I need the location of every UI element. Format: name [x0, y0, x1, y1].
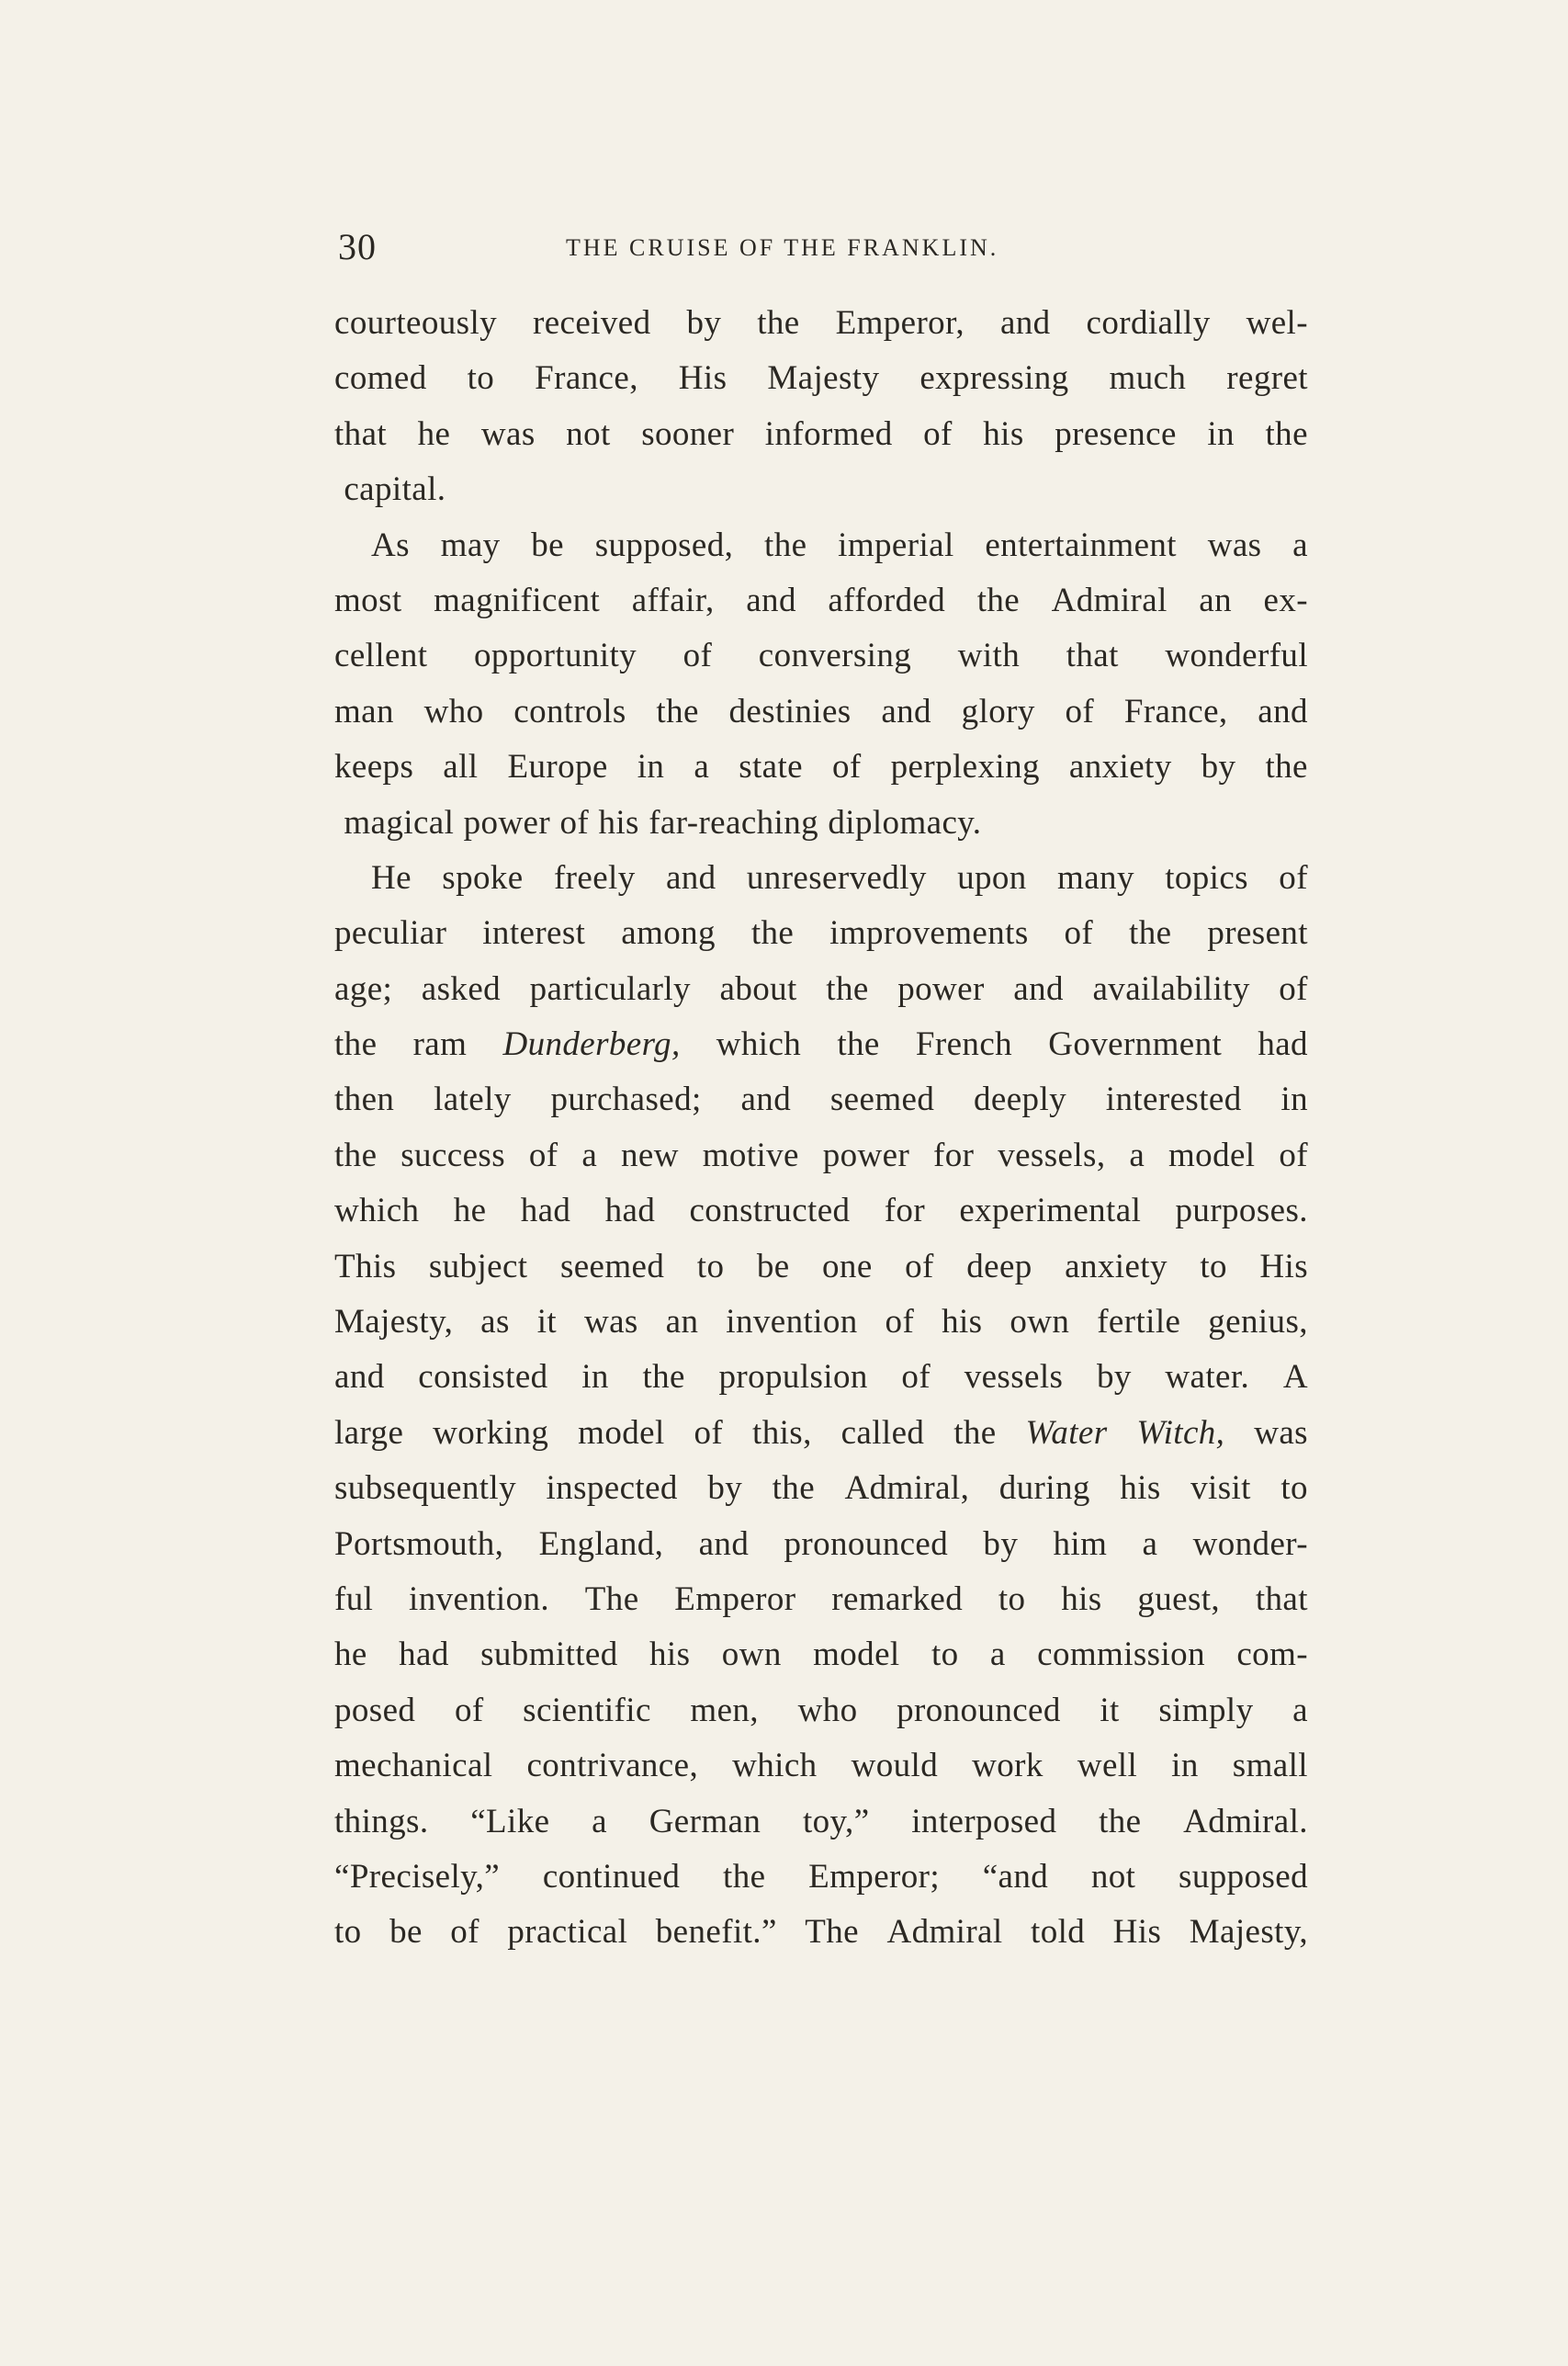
- word: the: [656, 692, 699, 730]
- word: of: [694, 1413, 724, 1452]
- italic-word: Water: [1025, 1413, 1108, 1452]
- page-number: 30: [338, 226, 377, 267]
- word: capital.: [344, 470, 446, 509]
- word: fertile: [1097, 1303, 1181, 1341]
- word: he: [334, 1636, 367, 1674]
- word: of: [832, 748, 862, 787]
- word: Majesty,: [1189, 1913, 1308, 1952]
- word: it: [1100, 1691, 1120, 1729]
- word: a: [1292, 526, 1308, 564]
- word: an: [1199, 581, 1232, 619]
- word: Admiral,: [844, 1469, 970, 1508]
- word: by: [686, 304, 722, 342]
- word: not: [1090, 1857, 1136, 1896]
- word: and: [1258, 692, 1308, 730]
- word: subject: [428, 1247, 528, 1285]
- word: man: [334, 692, 394, 730]
- text-line: [334, 1406, 1308, 1461]
- word: about: [719, 969, 797, 1008]
- word: submitted: [480, 1636, 618, 1674]
- word: informed: [764, 414, 893, 453]
- word: men,: [690, 1691, 759, 1729]
- word: vessels: [964, 1358, 1064, 1397]
- word: for: [933, 1136, 975, 1174]
- word: a: [592, 1802, 607, 1840]
- word: and: [698, 1524, 750, 1563]
- word: that: [1255, 1579, 1308, 1618]
- word: to: [1200, 1247, 1227, 1285]
- word: magnificent: [434, 581, 601, 619]
- word: of: [682, 637, 713, 675]
- word: “Precisely,”: [334, 1857, 501, 1896]
- text-line: [334, 1572, 1308, 1627]
- word: one: [822, 1247, 873, 1285]
- text-line: [334, 1905, 1308, 1960]
- word: and: [999, 304, 1051, 342]
- word: Emperor: [674, 1579, 796, 1618]
- word: in: [1207, 414, 1235, 453]
- word: success: [400, 1136, 506, 1174]
- word: “Like: [470, 1802, 550, 1840]
- word: “and: [982, 1857, 1049, 1896]
- word: a: [1292, 1691, 1308, 1729]
- word: The: [584, 1579, 639, 1618]
- word: Admiral.: [1183, 1802, 1308, 1840]
- word: new: [621, 1136, 679, 1174]
- text-line: [334, 906, 1308, 961]
- word: Admiral: [886, 1913, 1003, 1952]
- word: supposed,: [594, 526, 734, 564]
- word: of: [559, 803, 590, 842]
- word: in: [1280, 1081, 1308, 1119]
- word: Admiral: [1051, 581, 1168, 619]
- word: not: [566, 414, 611, 453]
- word: simply: [1158, 1691, 1254, 1729]
- word: of: [454, 1691, 484, 1729]
- text-line: [334, 740, 1308, 795]
- word: anxiety: [1068, 748, 1172, 787]
- word: he: [453, 1192, 487, 1230]
- word: vessels,: [998, 1136, 1106, 1174]
- word: visit: [1190, 1469, 1251, 1508]
- word: own: [721, 1636, 782, 1674]
- running-head: [338, 224, 1304, 270]
- word: well: [1077, 1747, 1138, 1785]
- word: courteously: [334, 304, 498, 342]
- text-line: [334, 462, 1308, 517]
- word: peculiar: [334, 914, 447, 953]
- text-line: [334, 573, 1308, 628]
- word: he: [417, 414, 451, 453]
- word: supposed: [1179, 1857, 1308, 1896]
- text-line: [334, 1128, 1308, 1183]
- word: interposed: [911, 1802, 1057, 1840]
- word: interested: [1105, 1081, 1242, 1119]
- word: benefit.”: [655, 1913, 777, 1952]
- word: continued: [542, 1857, 681, 1896]
- word: Majesty: [767, 359, 880, 398]
- word: A: [1282, 1358, 1308, 1397]
- word: remarked: [831, 1579, 964, 1618]
- word: to: [1280, 1469, 1308, 1508]
- word: that: [334, 414, 388, 453]
- word: large: [334, 1413, 404, 1452]
- word: afforded: [828, 581, 946, 619]
- word: most: [334, 581, 402, 619]
- word: in: [581, 1358, 609, 1397]
- word: affair,: [631, 581, 715, 619]
- word: His: [1259, 1247, 1308, 1285]
- word: this,: [752, 1413, 812, 1452]
- word: the: [826, 969, 869, 1008]
- word: of: [923, 414, 953, 453]
- word: diplomacy.: [828, 803, 982, 842]
- word: model: [578, 1413, 665, 1452]
- word: model: [1168, 1136, 1256, 1174]
- word: opportunity: [473, 637, 637, 675]
- text-line: [334, 296, 1308, 351]
- word: be: [531, 526, 564, 564]
- word: a: [694, 748, 710, 787]
- word: by: [983, 1524, 1019, 1563]
- word: and: [740, 1081, 792, 1119]
- word: of: [885, 1303, 915, 1341]
- word: ful: [334, 1579, 374, 1618]
- word: mechanical: [334, 1747, 493, 1785]
- word: scientific: [523, 1691, 651, 1729]
- word: told: [1031, 1913, 1086, 1952]
- word: perplexing: [890, 748, 1040, 787]
- word: which: [334, 1192, 420, 1230]
- word: him: [1053, 1524, 1108, 1563]
- word: power: [822, 1136, 910, 1174]
- word: England,: [538, 1524, 664, 1563]
- word: was: [583, 1303, 638, 1341]
- word: subsequently: [334, 1469, 517, 1508]
- word: keeps: [334, 748, 414, 787]
- text-line: [334, 796, 1308, 851]
- word: The: [805, 1913, 859, 1952]
- word: in: [637, 748, 665, 787]
- text-line: [334, 1183, 1308, 1239]
- word: anxiety: [1065, 1247, 1168, 1285]
- word: French: [915, 1025, 1013, 1064]
- text-line: [334, 962, 1308, 1017]
- word: of: [1279, 969, 1308, 1008]
- word: small: [1232, 1747, 1308, 1785]
- italic-word: Witch,: [1136, 1413, 1225, 1452]
- word: the: [1265, 414, 1308, 453]
- word: ex-: [1263, 581, 1308, 619]
- word: sooner: [641, 414, 735, 453]
- text-line: [334, 1627, 1308, 1682]
- word: the: [976, 581, 1021, 619]
- word: would: [851, 1747, 939, 1785]
- text-line: [334, 1350, 1308, 1405]
- word: motive: [702, 1136, 799, 1174]
- word: and: [1013, 969, 1064, 1008]
- word: the: [1099, 1802, 1142, 1840]
- word: Majesty,: [334, 1303, 454, 1341]
- word: entertainment: [985, 526, 1177, 564]
- word: destinies: [728, 692, 852, 730]
- word: by: [707, 1469, 743, 1508]
- text-line: [334, 1295, 1308, 1350]
- word: among: [621, 914, 716, 953]
- word: model: [813, 1636, 900, 1674]
- word: wel-: [1246, 304, 1308, 342]
- word: and: [746, 581, 796, 619]
- word: present: [1207, 914, 1308, 953]
- word: spoke: [442, 858, 524, 897]
- text-line: [334, 351, 1308, 406]
- word: which: [732, 1747, 818, 1785]
- word: contrivance,: [526, 1747, 699, 1785]
- word: particularly: [529, 969, 691, 1008]
- word: constructed: [689, 1192, 851, 1230]
- word: his: [649, 1636, 691, 1674]
- word: cellent: [334, 637, 428, 675]
- text-line: [334, 1683, 1308, 1738]
- word: Europe: [507, 748, 608, 787]
- word: wonderful: [1165, 637, 1308, 675]
- word: his: [1120, 1469, 1161, 1508]
- word: his: [983, 414, 1024, 453]
- word: conversing: [758, 637, 912, 675]
- word: be: [389, 1913, 423, 1952]
- word: that: [1066, 637, 1119, 675]
- word: working: [433, 1413, 549, 1452]
- word: wonder-: [1192, 1524, 1308, 1563]
- word: called: [840, 1413, 925, 1452]
- word: received: [532, 304, 651, 342]
- word: unreservedly: [746, 858, 927, 897]
- word: purposes.: [1175, 1192, 1308, 1230]
- word: the: [1129, 914, 1172, 953]
- word: of: [1279, 858, 1308, 897]
- word: As: [371, 526, 410, 564]
- word: propulsion: [718, 1358, 868, 1397]
- word: things.: [334, 1802, 429, 1840]
- word: to: [467, 359, 495, 398]
- word: the: [334, 1136, 378, 1174]
- word: own: [1010, 1303, 1070, 1341]
- word: the: [953, 1413, 997, 1452]
- word: as: [480, 1303, 510, 1341]
- word: commission: [1037, 1636, 1205, 1674]
- word: had: [604, 1192, 656, 1230]
- word: in: [1171, 1747, 1199, 1785]
- word: cordially: [1086, 304, 1211, 342]
- word: France,: [1123, 692, 1228, 730]
- word: magical: [344, 803, 455, 842]
- word: of: [1064, 914, 1094, 953]
- word: experimental: [959, 1192, 1142, 1230]
- word: practical: [507, 1913, 628, 1952]
- body-text: [334, 296, 1308, 1961]
- word: inspected: [546, 1469, 678, 1508]
- text-line: [334, 1517, 1308, 1572]
- word: during: [998, 1469, 1090, 1508]
- word: had: [520, 1192, 571, 1230]
- text-line: [334, 685, 1308, 740]
- word: a: [581, 1136, 598, 1174]
- word: to: [696, 1247, 725, 1285]
- text-line: [334, 628, 1308, 684]
- word: asked: [421, 969, 502, 1008]
- text-line: [334, 1794, 1308, 1850]
- word: ram: [412, 1025, 468, 1064]
- word: which: [716, 1025, 802, 1064]
- word: glory: [961, 692, 1035, 730]
- word: consisted: [418, 1358, 548, 1397]
- word: who: [423, 692, 484, 730]
- word: the: [642, 1358, 685, 1397]
- word: invention.: [409, 1579, 550, 1618]
- word: regret: [1226, 359, 1308, 398]
- word: of: [1065, 692, 1095, 730]
- word: imperial: [838, 526, 954, 564]
- word: Government: [1048, 1025, 1223, 1064]
- word: guest,: [1137, 1579, 1221, 1618]
- text-line: [334, 851, 1308, 906]
- word: was: [1254, 1413, 1308, 1452]
- word: be: [756, 1247, 790, 1285]
- word: a: [1129, 1136, 1145, 1174]
- word: His: [1112, 1913, 1162, 1952]
- word: of: [901, 1358, 931, 1397]
- word: This: [334, 1247, 397, 1285]
- text-line: [334, 1017, 1308, 1072]
- word: genius,: [1208, 1303, 1308, 1341]
- word: interest: [482, 914, 586, 953]
- word: his: [1061, 1579, 1102, 1618]
- word: power: [463, 803, 551, 842]
- word: with: [957, 637, 1021, 675]
- word: He: [371, 858, 412, 897]
- text-line: [334, 1072, 1308, 1127]
- word: far-reaching: [649, 803, 819, 842]
- word: was: [1207, 526, 1262, 564]
- word: of: [450, 1913, 479, 1952]
- word: much: [1109, 359, 1187, 398]
- word: the: [750, 914, 795, 953]
- word: invention: [726, 1303, 858, 1341]
- word: to: [334, 1913, 362, 1952]
- word: posed: [334, 1691, 416, 1729]
- word: toy,”: [802, 1802, 870, 1840]
- word: com-: [1236, 1636, 1308, 1674]
- word: the: [1265, 748, 1308, 787]
- word: his: [598, 803, 639, 842]
- word: German: [649, 1802, 761, 1840]
- word: lately: [434, 1081, 512, 1119]
- word: seemed: [829, 1081, 935, 1119]
- word: Portsmouth,: [334, 1524, 504, 1563]
- word: by: [1201, 748, 1236, 787]
- word: to: [998, 1579, 1026, 1618]
- word: controls: [513, 692, 626, 730]
- word: work: [972, 1747, 1043, 1785]
- word: it: [536, 1303, 558, 1341]
- word: upon: [957, 858, 1027, 897]
- word: may: [440, 526, 501, 564]
- word: had: [399, 1636, 449, 1674]
- italic-word: Dunderberg,: [502, 1025, 681, 1064]
- text-line: [334, 518, 1308, 573]
- word: who: [797, 1691, 858, 1729]
- word: power: [897, 969, 985, 1008]
- word: and: [881, 692, 931, 730]
- word: the: [772, 1469, 816, 1508]
- word: the: [757, 304, 800, 342]
- word: of: [528, 1136, 558, 1174]
- word: France,: [535, 359, 638, 398]
- word: seemed: [559, 1247, 665, 1285]
- text-line: [334, 407, 1308, 462]
- word: presence: [1055, 414, 1177, 453]
- word: of: [905, 1247, 934, 1285]
- word: age;: [334, 969, 393, 1008]
- word: deep: [966, 1247, 1032, 1285]
- word: had: [1258, 1025, 1308, 1064]
- word: the: [837, 1025, 880, 1064]
- word: was: [480, 414, 536, 453]
- text-line: [334, 1850, 1308, 1905]
- word: availability: [1092, 969, 1250, 1008]
- word: the: [334, 1025, 378, 1064]
- word: His: [678, 359, 728, 398]
- word: purchased;: [550, 1081, 702, 1119]
- word: the: [764, 526, 807, 564]
- word: improvements: [829, 914, 1029, 953]
- word: Emperor,: [835, 304, 964, 342]
- word: pronounced: [784, 1524, 949, 1563]
- word: deeply: [974, 1081, 1067, 1119]
- word: of: [1279, 1136, 1308, 1174]
- word: and: [334, 1358, 385, 1397]
- word: his: [942, 1303, 983, 1341]
- text-line: [334, 1461, 1308, 1516]
- running-title: THE CRUISE OF THE FRANKLIN.: [566, 234, 999, 261]
- word: by: [1096, 1358, 1132, 1397]
- word: a: [1142, 1524, 1158, 1563]
- word: then: [334, 1081, 395, 1119]
- word: all: [443, 748, 479, 787]
- word: to: [931, 1636, 959, 1674]
- word: pronounced: [897, 1691, 1061, 1729]
- text-line: [334, 1738, 1308, 1794]
- word: the: [723, 1857, 766, 1896]
- word: state: [739, 748, 803, 787]
- word: Emperor;: [808, 1857, 941, 1896]
- word: expressing: [919, 359, 1069, 398]
- word: water.: [1165, 1358, 1250, 1397]
- word: a: [989, 1636, 1006, 1674]
- word: and: [665, 858, 716, 897]
- text-line: [334, 1240, 1308, 1295]
- word: for: [884, 1192, 926, 1230]
- word: an: [665, 1303, 699, 1341]
- word: many: [1057, 858, 1134, 897]
- word: comed: [334, 359, 427, 398]
- word: topics: [1165, 858, 1248, 897]
- word: freely: [553, 858, 636, 897]
